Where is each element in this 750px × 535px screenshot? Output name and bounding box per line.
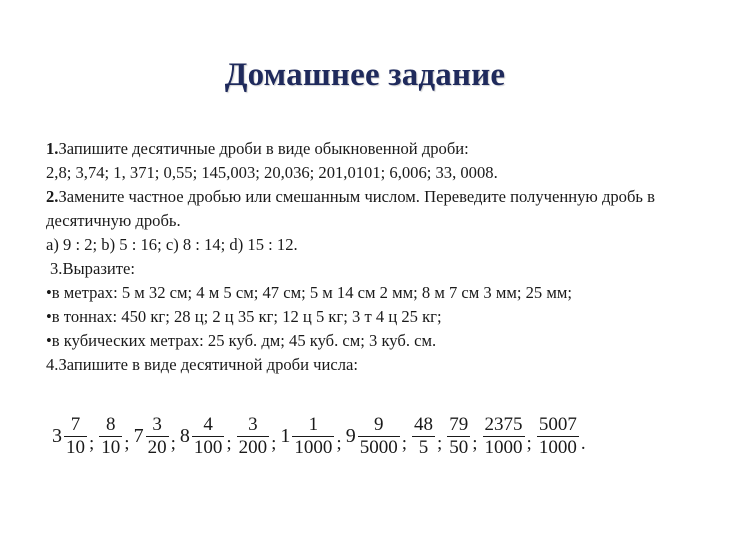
fraction-list [52, 408, 590, 464]
fraction-separator: ; [271, 433, 277, 454]
fraction-item [280, 414, 345, 459]
fraction-numerator: 7 [70, 413, 81, 435]
fraction-whole-part: 9 [345, 424, 356, 447]
fraction-denominator: 20 [147, 436, 167, 458]
homework-content [46, 137, 686, 377]
task2-heading [46, 185, 686, 233]
fraction-whole-part: 7 [133, 424, 144, 447]
fraction-numerator: 2375 [484, 413, 523, 435]
fraction [99, 414, 122, 459]
task1-values: 2,8; 3,74; 1, 371; 0,55; 145,003; 20,036; 201,0101; 6,006; 33, 0008. [46, 163, 498, 182]
fraction-numerator: 1 [308, 413, 319, 435]
fraction-item [446, 414, 481, 459]
fraction-denominator: 5000 [359, 436, 398, 458]
task1-number: 1. [46, 139, 59, 158]
fraction-whole-part: 3 [52, 424, 62, 447]
task3-cubic: •в кубических метрах: 25 куб. дм; 45 куб. см; 3 куб. см. [46, 331, 437, 350]
fraction-numerator: 3 [152, 413, 162, 435]
fraction-denominator: 1000 [484, 436, 523, 458]
fraction [237, 414, 270, 459]
fraction-item [536, 414, 590, 459]
fraction-item [180, 414, 236, 459]
fraction-numerator: 8 [106, 413, 116, 435]
task3-meters: •в метрах: 5 м 32 см; 4 м 5 см; 47 см; 5 м 14 см 2 мм; 8 м 7 см 3 мм; 25 мм; [46, 283, 572, 302]
fraction-separator: ; [170, 433, 176, 454]
fraction-separator: ; [472, 433, 478, 454]
fraction-denominator: 5 [418, 436, 429, 458]
fraction-numerator: 48 [413, 413, 433, 435]
task2-text: Замените частное дробью или смешанным числом. Переведите полученную дробь в десятичную дробь. [46, 187, 655, 230]
fraction [412, 414, 435, 459]
fraction-item [134, 414, 180, 459]
task1-text: Запишите десятичные дроби в виде обыкновенной дроби: [58, 139, 469, 158]
fraction-item [52, 414, 98, 459]
task1-heading [46, 137, 686, 161]
fraction-denominator: 50 [449, 436, 469, 458]
fraction-denominator: 10 [101, 436, 121, 458]
fraction [146, 414, 169, 459]
fraction-separator: ; [401, 433, 407, 454]
fraction [292, 414, 334, 459]
fraction-numerator: 3 [248, 413, 258, 435]
fraction [64, 414, 87, 459]
task3-tons: •в тоннах: 450 кг; 28 ц; 2 ц 35 кг; 12 ц 5 кг; 3 т 4 ц 25 кг; [46, 307, 442, 326]
fraction-denominator: 200 [238, 436, 268, 458]
fraction-separator: ; [436, 433, 443, 454]
fraction-separator: ; [124, 433, 130, 454]
fraction-whole-part: 1 [280, 424, 291, 447]
fraction-separator: ; [526, 433, 532, 454]
fraction-denominator: 1000 [538, 436, 577, 458]
task3-heading: 3.Выразите: [50, 259, 135, 278]
task4-heading: 4.Запишите в виде десятичной дроби числа: [46, 355, 358, 374]
fraction-item [98, 414, 133, 459]
fraction-numerator: 79 [449, 413, 469, 435]
task2-values: а) 9 : 2; b) 5 : 16; c) 8 : 14; d) 15 : 12. [46, 235, 298, 254]
fraction-denominator: 100 [193, 436, 223, 458]
fraction-numerator: 9 [373, 413, 384, 435]
fraction [447, 414, 470, 459]
fraction-separator: . [580, 433, 586, 454]
fraction-numerator: 4 [203, 413, 213, 435]
fraction-separator: ; [336, 433, 342, 454]
fraction-denominator: 10 [66, 436, 85, 458]
fraction-item [411, 414, 446, 459]
fraction-item [482, 414, 536, 459]
fraction-denominator: 1000 [294, 436, 333, 458]
fraction-separator: ; [89, 433, 95, 454]
fraction [358, 414, 400, 459]
fraction [192, 414, 225, 459]
fraction-separator: ; [226, 433, 232, 454]
fraction [483, 414, 525, 459]
fraction-whole-part: 8 [179, 424, 190, 447]
task2-number: 2. [46, 187, 59, 206]
fraction-numerator: 5007 [538, 413, 577, 435]
page-title: Домашнее задание [224, 57, 506, 93]
fraction [537, 414, 579, 459]
fraction-item [236, 414, 281, 459]
fraction-item [346, 414, 411, 459]
